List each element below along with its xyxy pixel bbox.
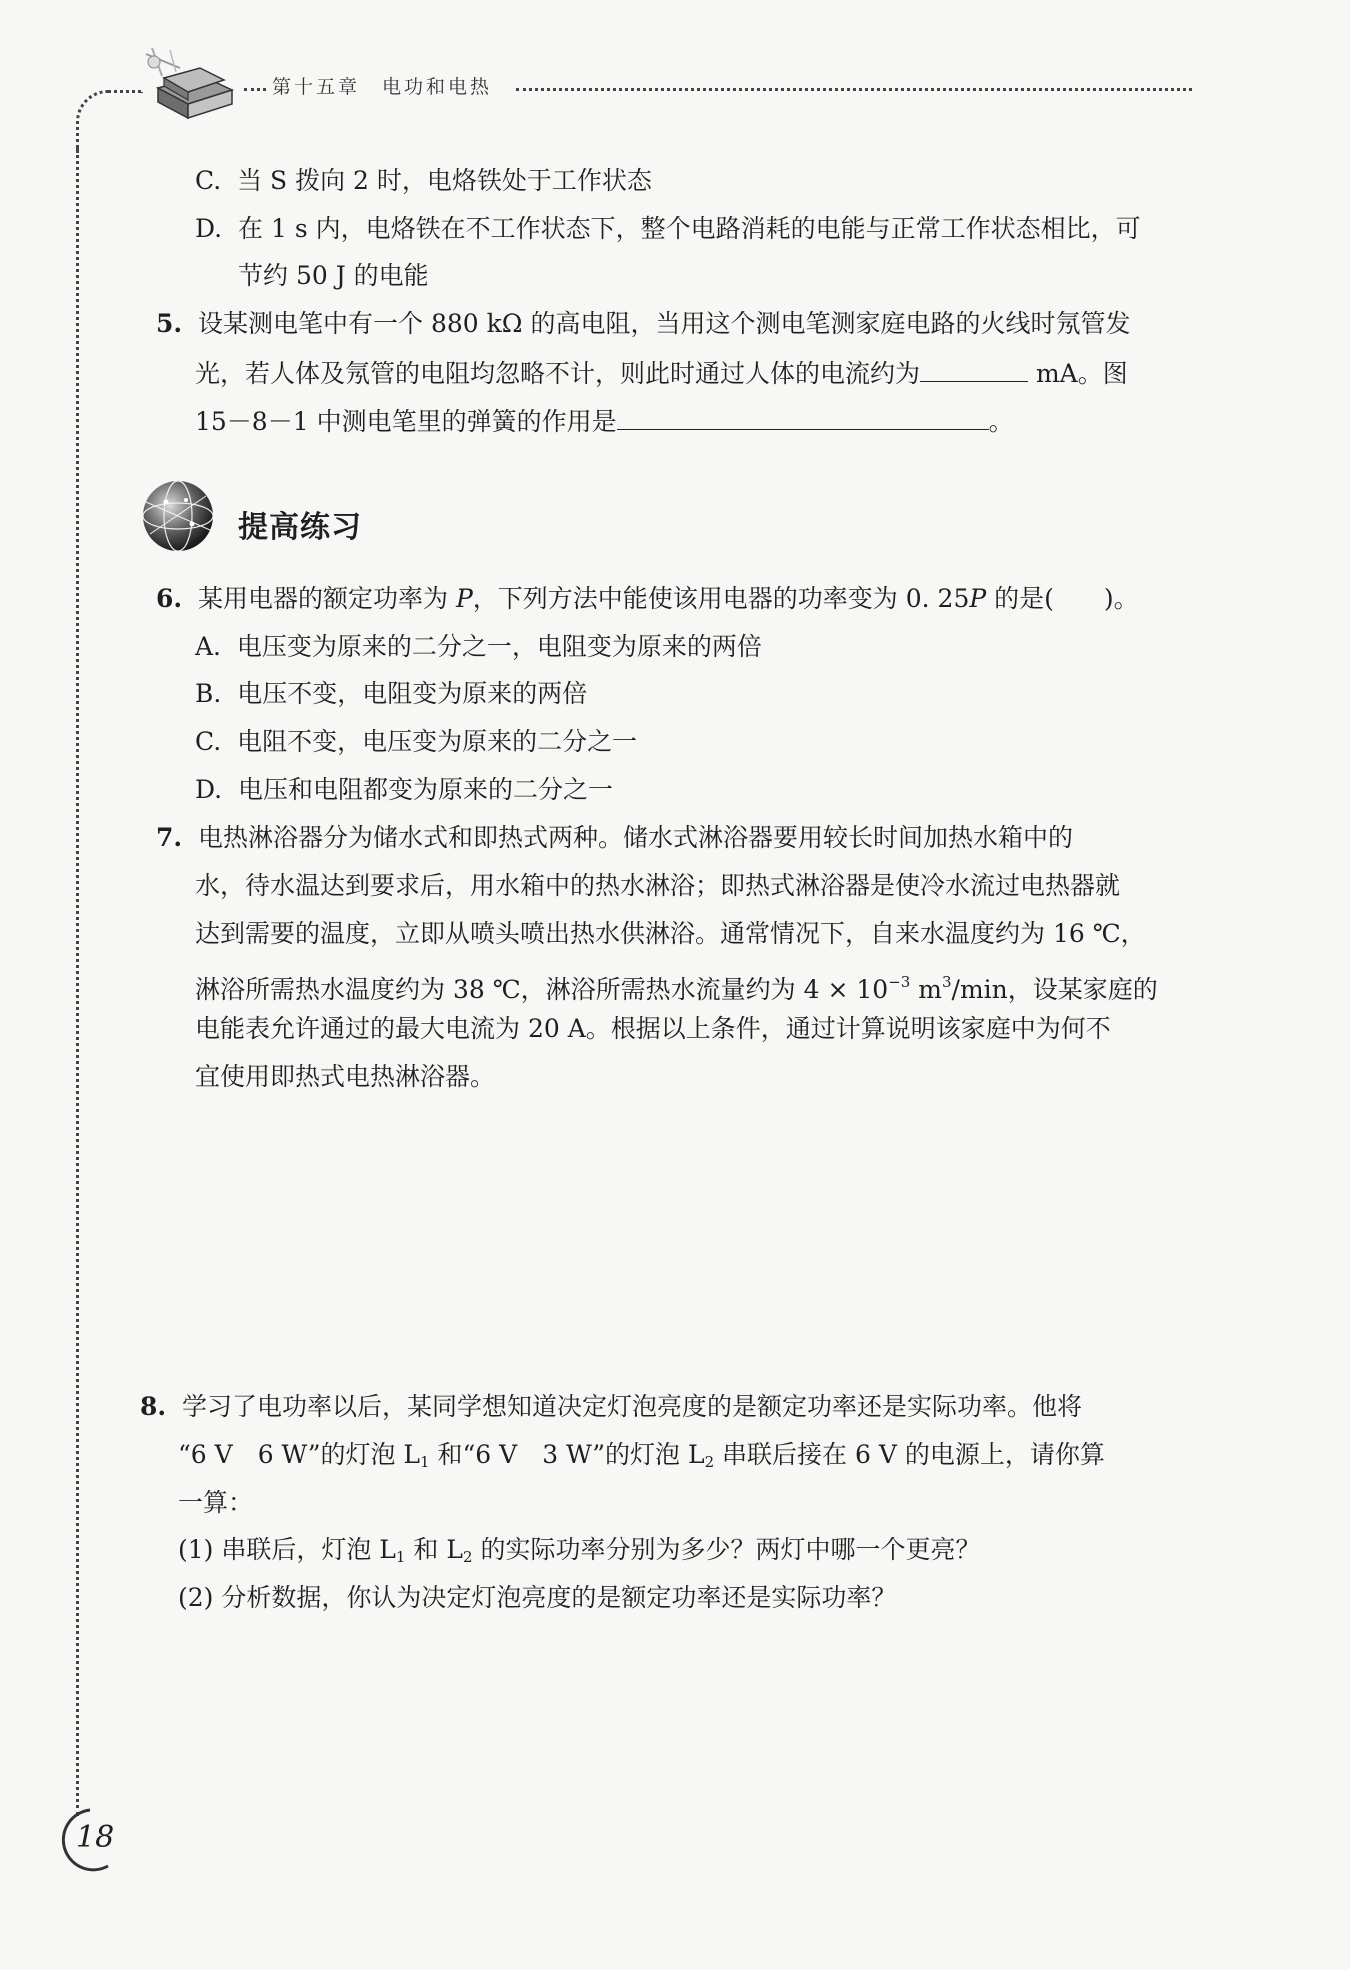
answer-blank-spring[interactable] bbox=[617, 403, 989, 430]
header-dotted-rule-right bbox=[516, 88, 1192, 91]
q7-line3: 达到需要的温度，立即从喷头喷出热水供淋浴。通常情况下，自来水温度约为 16 ℃， bbox=[195, 919, 1146, 948]
q8-line3: 一算： bbox=[178, 1488, 254, 1517]
book-stack-icon bbox=[140, 48, 240, 130]
header-dotted-rule-left bbox=[244, 88, 266, 91]
q4-option-d-cont: 节约 50 J 的电能 bbox=[238, 261, 429, 290]
q7-line4: 淋浴所需热水温度约为 38 ℃，淋浴所需热水流量约为 $4 \times 10^{-3}$ $m^3/\min$，设某家庭的 bbox=[195, 973, 1158, 1004]
q8-line1: 8. 学习了电功率以后，某同学想知道决定灯泡亮度的是额定功率还是实际功率。他将 bbox=[140, 1392, 1083, 1421]
q4-option-c: C. 当 S 拨向 2 时，电烙铁处于工作状态 bbox=[195, 166, 652, 195]
page-number: 18 bbox=[76, 1820, 115, 1855]
q7-line6: 宜使用即热式电热淋浴器。 bbox=[195, 1062, 496, 1091]
answer-blank-current[interactable] bbox=[920, 355, 1028, 382]
q5-line2: 光，若人体及氖管的电阻均忽略不计，则此时通过人体的电流约为 mA。图 bbox=[195, 355, 1128, 391]
q7-line2: 水，待水温达到要求后，用水箱中的热水淋浴；即热式淋浴器是使冷水流过电热器就 bbox=[195, 871, 1121, 900]
q8-line2: “6 V 6 W”的灯泡 $L_1$ 和“6 V 3 W”的灯泡 $L_2$ 串联后接在 6 V 的电源上，请你算 bbox=[178, 1440, 1105, 1471]
q6-option-c: C. 电阻不变，电压变为原来的二分之一 bbox=[195, 727, 638, 756]
chapter-title: 第十五章 电功和电热 bbox=[272, 76, 493, 98]
globe-icon bbox=[140, 478, 216, 554]
section-title: 提高练习 bbox=[238, 510, 362, 545]
q6-option-a: A. 电压变为原来的二分之一，电阻变为原来的两倍 bbox=[195, 632, 762, 661]
q4-option-d: D. 在 1 s 内，电烙铁在不工作状态下，整个电路消耗的电能与正常工作状态相比，可 bbox=[195, 214, 1141, 243]
q6-option-b: B. 电压不变，电阻变为原来的两倍 bbox=[195, 679, 588, 708]
frame-left-border bbox=[76, 148, 79, 1816]
q5-line3: 15－8－1 中测电笔里的弹簧的作用是 。 bbox=[195, 403, 1014, 439]
q6-option-d: D. 电压和电阻都变为原来的二分之一 bbox=[195, 775, 614, 804]
q8-sub1: (1) 串联后，灯泡 $L_1$ 和 $L_2$ 的实际功率分别为多少？两灯中哪一个更亮？ bbox=[178, 1535, 981, 1566]
q8-sub2: (2) 分析数据，你认为决定灯泡亮度的是额定功率还是实际功率？ bbox=[178, 1583, 897, 1612]
q7-line1: 7. 电热淋浴器分为储水式和即热式两种。储水式淋浴器要用较长时间加热水箱中的 bbox=[156, 823, 1074, 852]
q5-line1: 5. 设某测电笔中有一个 880 kΩ 的高电阻，当用这个测电笔测家庭电路的火线时氖管发 bbox=[156, 309, 1131, 338]
q6-stem: 6. 某用电器的额定功率为 P，下列方法中能使该用电器的功率变为 0. 25P 的是( )。 bbox=[156, 584, 1139, 613]
q7-line5: 电能表允许通过的最大电流为 20 A。根据以上条件，通过计算说明该家庭中为何不 bbox=[195, 1014, 1111, 1043]
frame-corner bbox=[76, 90, 143, 153]
